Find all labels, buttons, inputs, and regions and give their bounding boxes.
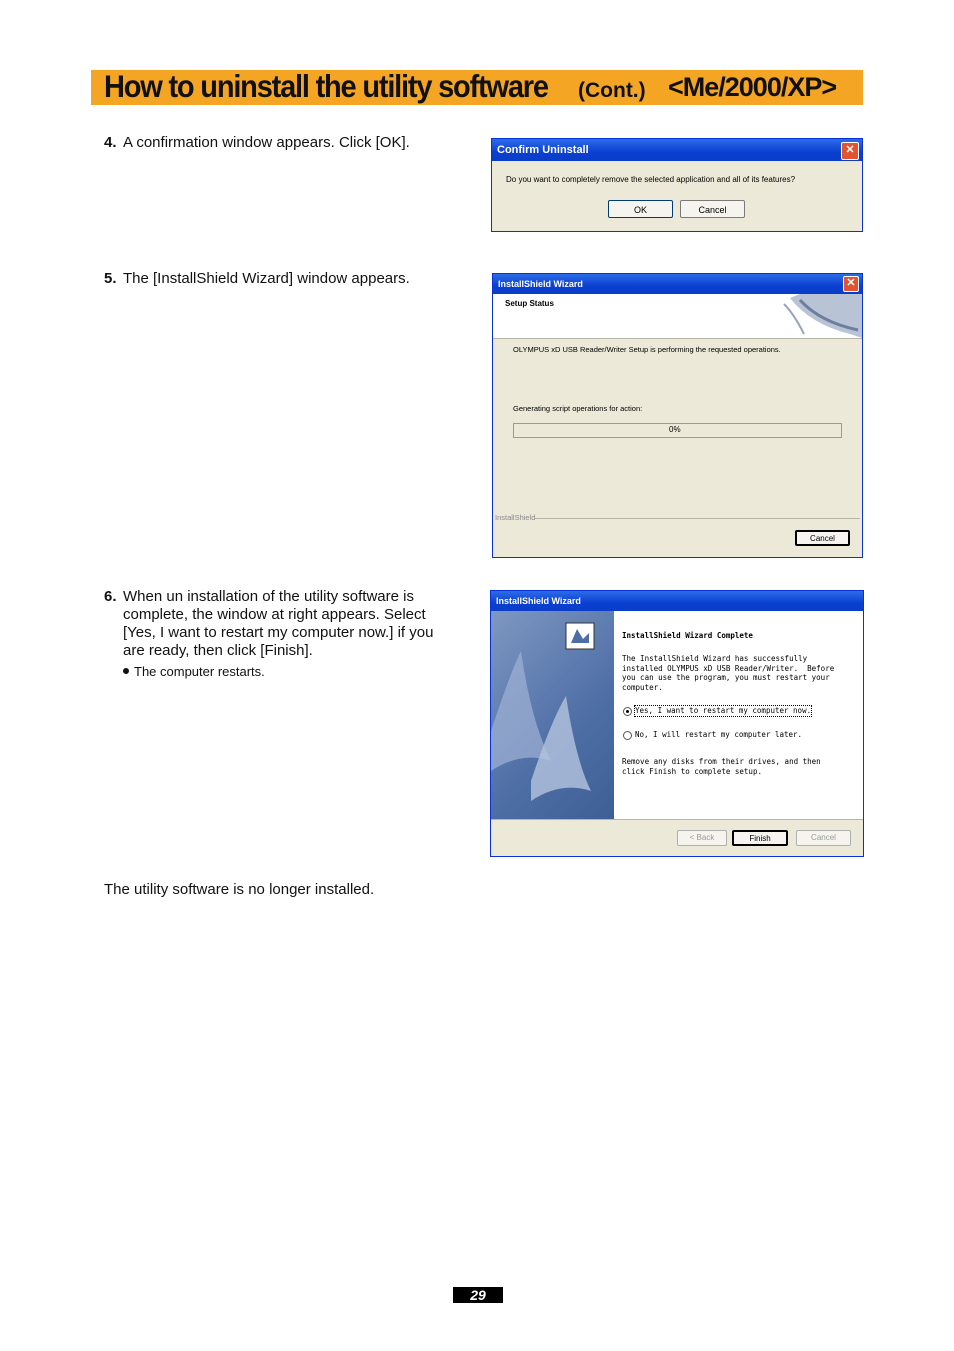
close-icon[interactable]: ✕ [843,276,859,292]
bullet-dot-icon [123,668,129,674]
step-text: A confirmation window appears. Click [OK]. [123,134,410,151]
dialog-titlebar [491,591,863,611]
page-title: How to uninstall the utility software [104,69,548,105]
divider [491,819,863,820]
option-yes-label[interactable]: Yes, I want to restart my computer now. [635,706,812,715]
radio-selected-dot-icon [626,710,629,713]
dialog-titlebar [493,274,862,294]
option-no-label[interactable]: No, I will restart my computer later. [635,730,803,739]
title-os: <Me/2000/XP> [668,72,837,102]
step-number: 5. [104,270,117,287]
status-line-1: OLYMPUS xD USB Reader/Writer Setup is performing the requested operations. [513,345,781,354]
back-button[interactable]: < Back [677,830,727,846]
progress-text: 0% [669,425,681,434]
radio-yes[interactable] [623,707,632,716]
wizard-complete-heading: InstallShield Wizard Complete [622,631,753,640]
wizard-banner-icon [780,294,862,338]
cancel-button[interactable]: Cancel [796,830,851,846]
wizard-complete-body: The InstallShield Wizard has successfully installed OLYMPUS xD USB Reader/Writer. Before you can use the program, you must restart your computer. [622,654,835,692]
dialog-title: Confirm Uninstall [497,144,589,156]
page-header [91,70,863,105]
final-text: The utility software is no longer installed. [104,881,375,898]
wizard-content-panel [614,611,863,819]
step-number: 4. [104,134,117,151]
progress-bar [513,423,842,438]
wizard-art-icon [491,611,614,819]
dialog-titlebar [492,139,862,161]
ok-button[interactable]: OK [608,200,673,218]
setup-status-heading: Setup Status [505,299,554,308]
bullet-note [123,664,265,679]
setup-status-dialog [492,273,863,558]
step-number: 6. [104,588,117,605]
title-cont: (Cont.) [578,79,646,102]
confirm-uninstall-dialog [491,138,863,232]
cancel-button[interactable]: Cancel [795,530,850,546]
finish-button[interactable]: Finish [732,830,788,846]
page-number: 29 [453,1287,503,1303]
close-icon[interactable]: ✕ [841,142,859,160]
wizard-side-panel [491,611,614,819]
divider [535,518,860,519]
cancel-button[interactable]: Cancel [680,200,745,218]
installshield-brand: InstallShield [495,513,536,522]
confirm-message: Do you want to completely remove the selected application and all of its features? [506,175,796,184]
dialog-title: InstallShield Wizard [496,596,581,606]
status-line-2: Generating script operations for action: [513,404,643,413]
wizard-complete-note: Remove any disks from their drives, and then click Finish to complete setup. [622,757,821,776]
wizard-header-panel [493,294,862,339]
bullet-text: The computer restarts. [134,664,265,679]
radio-no[interactable] [623,731,632,740]
wizard-complete-dialog [490,590,864,857]
step-text: The [InstallShield Wizard] window appears. [123,270,410,287]
dialog-title: InstallShield Wizard [498,279,583,289]
step-text: When un installation of the utility software is complete, the window at right appears. Select [Yes, I want to restart my computer now.] if you are ready, then click [Finish]. [123,588,434,659]
